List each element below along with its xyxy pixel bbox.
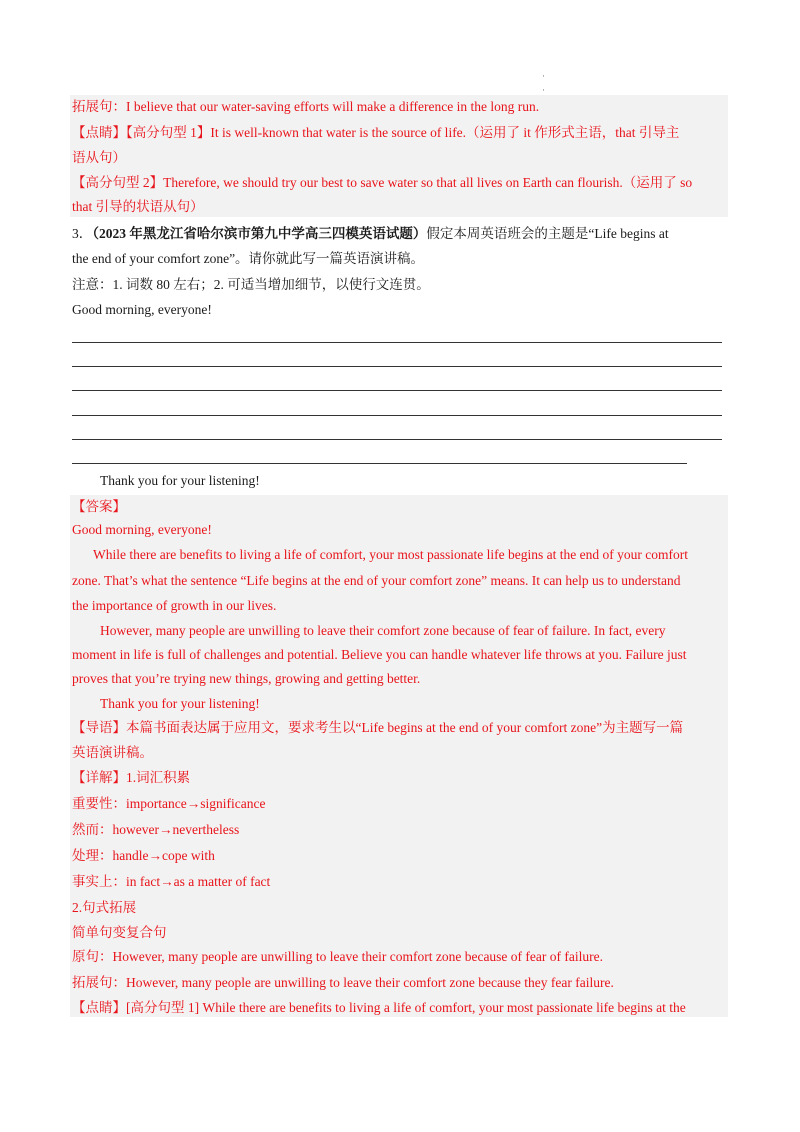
- guide-line2: 英语演讲稿。: [72, 745, 153, 760]
- text: Therefore, we should try our best to save water so that all lives on Earth can flourish.（运用了 so: [163, 175, 693, 190]
- writing-line: [72, 439, 722, 440]
- vocab-item: 处理：handle→cope with: [72, 848, 215, 863]
- answer-p2-line2: moment in life is full of challenges and potential. Believe you can handle whatever life throws at you. Failure just: [72, 647, 687, 662]
- highlight-sentence: [72, 998, 686, 1018]
- question-greeting: Good morning, everyone!: [72, 302, 212, 317]
- question-closing: Thank you for your listening!: [100, 473, 260, 488]
- text: It is well-known that water is the source of life.（运用了 it 作形式主语，that 引导主: [210, 125, 680, 140]
- detail-title: 1.词汇积累: [126, 770, 191, 785]
- writing-line: [72, 415, 722, 416]
- text: I believe that our water-saving efforts will make a difference in the long run.: [126, 99, 540, 114]
- question-prompt-cont: the end of your comfort zone”。请你就此写一篇英语演讲稿。: [72, 251, 425, 266]
- writing-line: [72, 390, 722, 391]
- question-notes: 注意：1. 词数 80 左右；2. 可适当增加细节，以使行文连贯。: [72, 277, 430, 292]
- answer-p1-line3: the importance of growth in our lives.: [72, 598, 277, 613]
- answer-p2-line1: However, many people are unwilling to leave their comfort zone because of fear of failure. In fact, every: [100, 623, 666, 638]
- page-mark: ·: [542, 85, 545, 95]
- extended-sentence: 拓展句：However, many people are unwilling to leave their comfort zone because they fear failure.: [72, 975, 614, 990]
- extension-sentence: [72, 97, 539, 117]
- tag: 【高分句型 2】: [72, 175, 164, 190]
- section-2-title: 2.句式拓展: [72, 900, 137, 915]
- answer-tag: 【答案】: [72, 499, 126, 514]
- question-3-header: [72, 224, 669, 244]
- guide-tag: 【导语】: [72, 720, 126, 735]
- highlight-sentence-1: [72, 123, 679, 143]
- question-number: 3．: [72, 226, 93, 241]
- section-2-subtitle: 简单句变复合句: [72, 925, 167, 940]
- detail-header: [72, 768, 190, 788]
- writing-line: [72, 366, 722, 367]
- label: 拓展句：: [72, 99, 126, 114]
- tag: 【点睛】: [72, 125, 126, 140]
- original-sentence: 原句：However, many people are unwilling to leave their comfort zone because of fear of failure.: [72, 949, 603, 964]
- highlight-sentence-2-cont: that 引导的状语从句）: [72, 199, 204, 214]
- tag: 【点睛】: [72, 1000, 126, 1015]
- vocab-item: 重要性：importance→significance: [72, 796, 266, 811]
- detail-tag: 【详解】: [72, 770, 126, 785]
- highlight-sentence-2: [72, 173, 692, 193]
- vocab-item: 然而：however→nevertheless: [72, 822, 240, 837]
- question-source: （2023 年黑龙江省哈尔滨市第九中学高三四模英语试题）: [92, 226, 427, 241]
- vocab-item: 事实上：in fact→as a matter of fact: [72, 874, 271, 889]
- guide-line1: [72, 718, 683, 738]
- text: [高分句型 1] While there are benefits to living a life of comfort, your most passionate life begins at the: [126, 1000, 686, 1015]
- tag: 【高分句型 1】: [126, 125, 211, 140]
- question-prompt: 假定本周英语班会的主题是“Life begins at: [426, 226, 669, 241]
- answer-closing: Thank you for your listening!: [100, 696, 260, 711]
- answer-p2-line3: proves that you’re trying new things, growing and getting better.: [72, 671, 421, 686]
- writing-line: [72, 463, 687, 464]
- answer-p1-line1: While there are benefits to living a life of comfort, your most passionate life begins at the end of your comfort: [93, 547, 688, 562]
- page-mark: ·: [542, 71, 545, 81]
- guide-text: 本篇书面表达属于应用文，要求考生以“Life begins at the end of your comfort zone”为主题写一篇: [126, 720, 684, 735]
- highlight-sentence-1-cont: 语从句）: [72, 150, 126, 165]
- answer-p1-line2: zone. That’s what the sentence “Life begins at the end of your comfort zone” means. It can help us to understand: [72, 573, 681, 588]
- writing-line: [72, 342, 722, 343]
- answer-greeting: Good morning, everyone!: [72, 522, 212, 537]
